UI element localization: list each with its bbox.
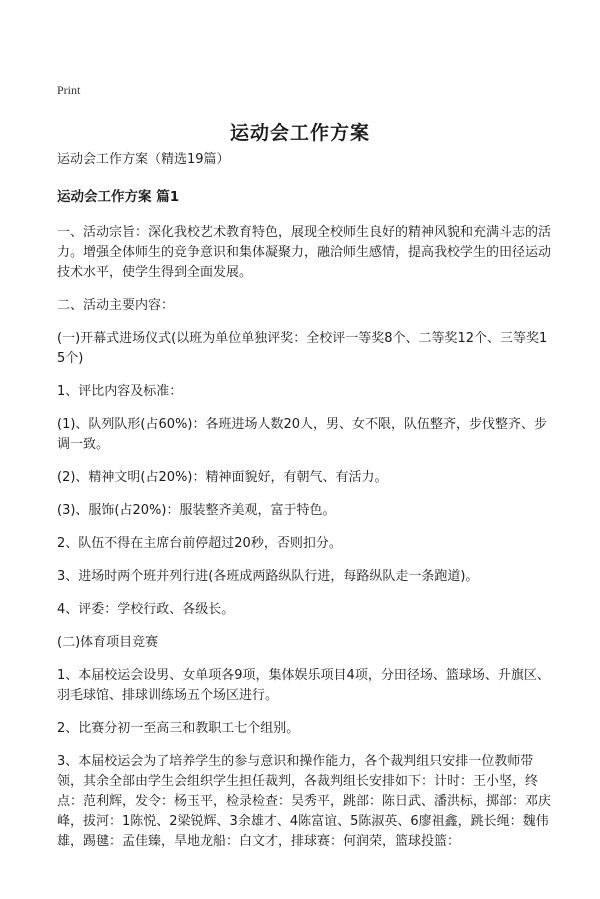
document-subtitle: 运动会工作方案（精选19篇） bbox=[57, 152, 230, 167]
document-title: 运动会工作方案 bbox=[229, 122, 370, 144]
paragraph-opening-ceremony: (一)开幕式进场仪式(以班为单位单独评奖：全校评一等奖8个、二等奖12个、三等奖15个) bbox=[57, 331, 548, 366]
paragraph-judges: 4、评委：学校行政、各级长。 bbox=[57, 602, 235, 617]
print-label: Print bbox=[57, 83, 81, 97]
section-heading: 运动会工作方案 篇1 bbox=[57, 189, 180, 205]
paragraph-marching: 3、进场时两个班并列行进(各班成两路纵队行进，每路纵队走一条跑道)。 bbox=[57, 569, 479, 584]
paragraph-competition: (二)体育项目竞赛 bbox=[57, 635, 159, 650]
paragraph-time-limit: 2、队伍不得在主席台前停超过20秒，否则扣分。 bbox=[57, 536, 342, 551]
paragraph-formation: (1)、队列队形(占60%)：各班进场人数20人，男、女不限，队伍整齐，步伐整齐、步调一致。 bbox=[57, 417, 547, 452]
paragraph-groups: 2、比赛分初一至高三和教职工七个组别。 bbox=[57, 721, 300, 736]
paragraph-main-content: 二、活动主要内容： bbox=[57, 298, 175, 313]
paragraph-criteria: 1、评比内容及标准： bbox=[57, 384, 183, 399]
paragraph-spirit: (2)、精神文明(占20%)：精神面貌好，有朝气、有活力。 bbox=[57, 470, 388, 485]
paragraph-events: 1、本届校运会设男、女单项各9项，集体娱乐项目4项，分田径场、篮球场、升旗区、羽毛球馆、排球训练场五个场区进行。 bbox=[57, 668, 550, 703]
paragraph-referees: 3、本届校运会为了培养学生的参与意识和操作能力，各个裁判组只安排一位教师带领，其余全部由学生会组织学生担任裁判，各裁判组长安排如下：计时：王小坚，终点：范利辉，发令：杨玉平，检录检查：吴秀平，跳部：陈日武、潘洪标，掷部：邓庆峰，拔河：1陈悦、2梁锐辉、3余雄才、4陈富谊、5陈淑英、6廖祖鑫，跳长绳：魏伟雄，踢毽：孟佳臻，旱地龙船：白文才，排球赛：何润荣，篮球投篮： bbox=[57, 754, 552, 849]
paragraph-costume: (3)、服饰(占20%)：服装整齐美观，富于特色。 bbox=[57, 503, 336, 518]
document-body bbox=[57, 150, 552, 865]
paragraph-purpose: 一、活动宗旨：深化我校艺术教育特色，展现全校师生良好的精神风貌和充满斗志的活力。增强全体师生的竞争意识和集体凝聚力，融洽师生感情，提高我校学生的田径运动技术水平，使学生得到全面发展。 bbox=[57, 225, 552, 280]
